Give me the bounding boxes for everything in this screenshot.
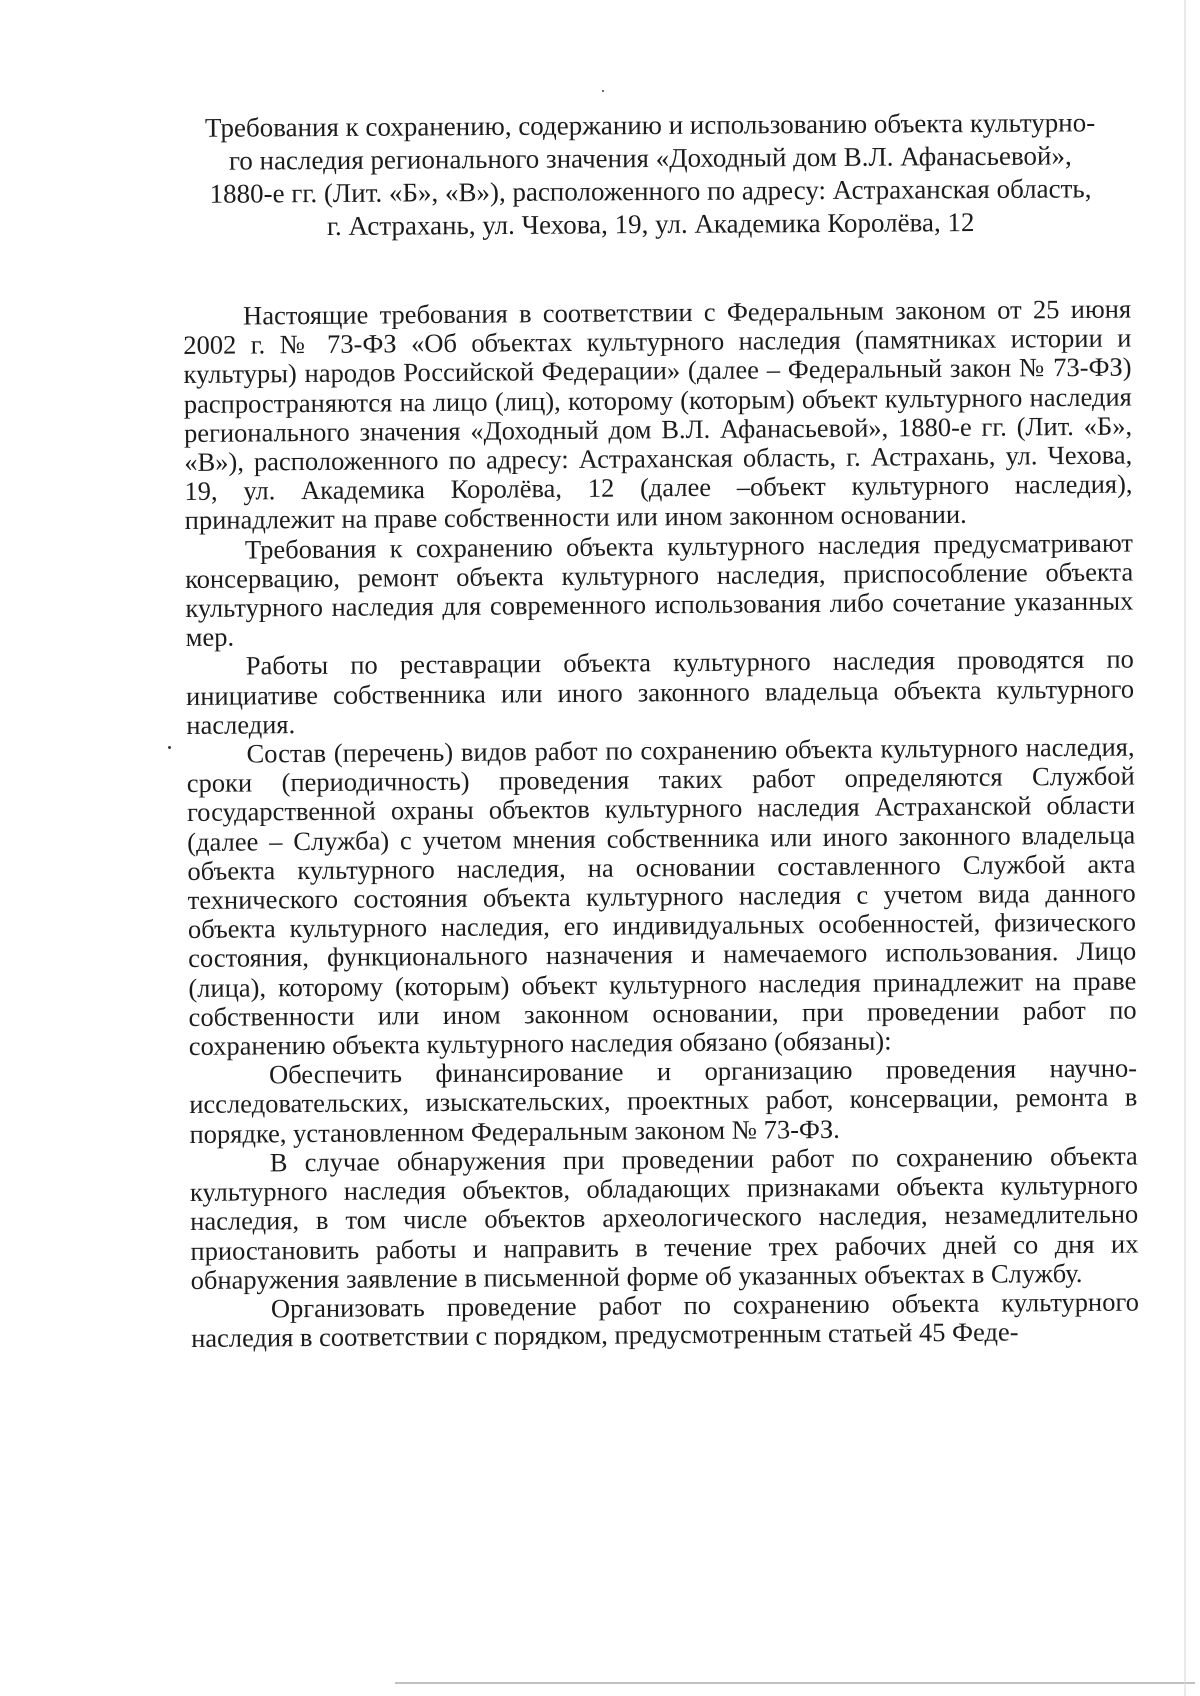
scan-speck [602,90,604,92]
paragraph-works-composition: Состав (перечень) видов работ по сохранению объекта культурного наследия, сроки (периодичность) проведения таких работ определяются Службой государственной охраны объектов культурного наследия Астраханской области (далее – Служба) с учетом мнения собственника или иного законного владельца объекта культурного наследия, на основании составленного Службой акта технического состояния объекта культурного наследия с учетом вида данного объекта культурного наследия, его индивидуальных особенностей, физического состояния, функционального назначения и намечаемого использования. Лицо (лица), которому (которым) объект культурного наследия принадлежит на праве собственности или ином законном основании, при проведении работ по сохранению объекта культурного наследия обязано (обязаны): [186,731,1137,1062]
scan-right-edge [1184,0,1186,1696]
scan-speck [168,746,171,749]
title-line: г. Астрахань, ул. Чехова, 19, ул. Академика Королёва, 12 [326,207,975,242]
paragraph-organize-works: Организовать проведение работ по сохранению объекта культурного наследия в соответствии с порядком, предусмотренным статьей 45 Феде- [191,1286,1139,1354]
title-line: Требования к сохранению, содержанию и использованию объекта культурно- [204,107,1096,143]
title-line: го наследия регионального значения «Доходный дом В.Л. Афанасьевой», [228,140,1072,176]
title-line: 1880-е гг. (Лит. «Б», «В»), расположенного по адресу: Астраханская область, [209,173,1092,209]
paragraph-financing: Обеспечить финансирование и организацию проведения научно-исследовательских, изыскательских, проектных работ, консервации, ремонта в порядке, установленном Федеральным законом № 73-ФЗ. [189,1052,1138,1149]
document-body [183,295,1139,1354]
paragraph-preservation-requirements: Требования к сохранению объекта культурного наследия предусматривают консервацию, ремонт объекта культурного наследия, приспособление объекта культурного наследия для современного использования либо сочетание указанных мер. [185,527,1134,653]
paragraph-restoration-initiative: Работы по реставрации объекта культурного наследия проводятся по инициативе собственника или иного законного владельца объекта культурного наследия. [185,643,1135,740]
paragraph-intro: Настоящие требования в соответствии с Федеральным законом от 25 июня 2002 г. № 73-ФЗ «Об объектах культурного наследия (памятниках истории и культуры) народов Российской Федерации» (далее – Федеральный закон № 73-ФЗ) распространяются на лицо (лиц), которому (которым) объект культурного наследия регионального значения «Доходный дом В.Л. Афанасьевой», 1880-е гг. (Лит. «Б», «В»), расположенного по адресу: Астраханская область, г. Астрахань, ул. Чехова, 19, ул. Академика Королёва, 12 (далее –объект культурного наследия), принадлежит на праве собственности или ином законном основании. [183,293,1133,536]
paragraph-discovery: В случае обнаружения при проведении работ по сохранению объекта культурного наследия объектов, обладающих признаками объекта культурного наследия, в том числе объектов археологического наследия, незамедлительно приостановить работы и направить в течение трех рабочих дней со дня их обнаружения заявление в письменной форме об указанных объектах в Службу. [189,1140,1139,1295]
document-title [165,106,1136,244]
scan-bottom-edge [395,1682,1195,1684]
